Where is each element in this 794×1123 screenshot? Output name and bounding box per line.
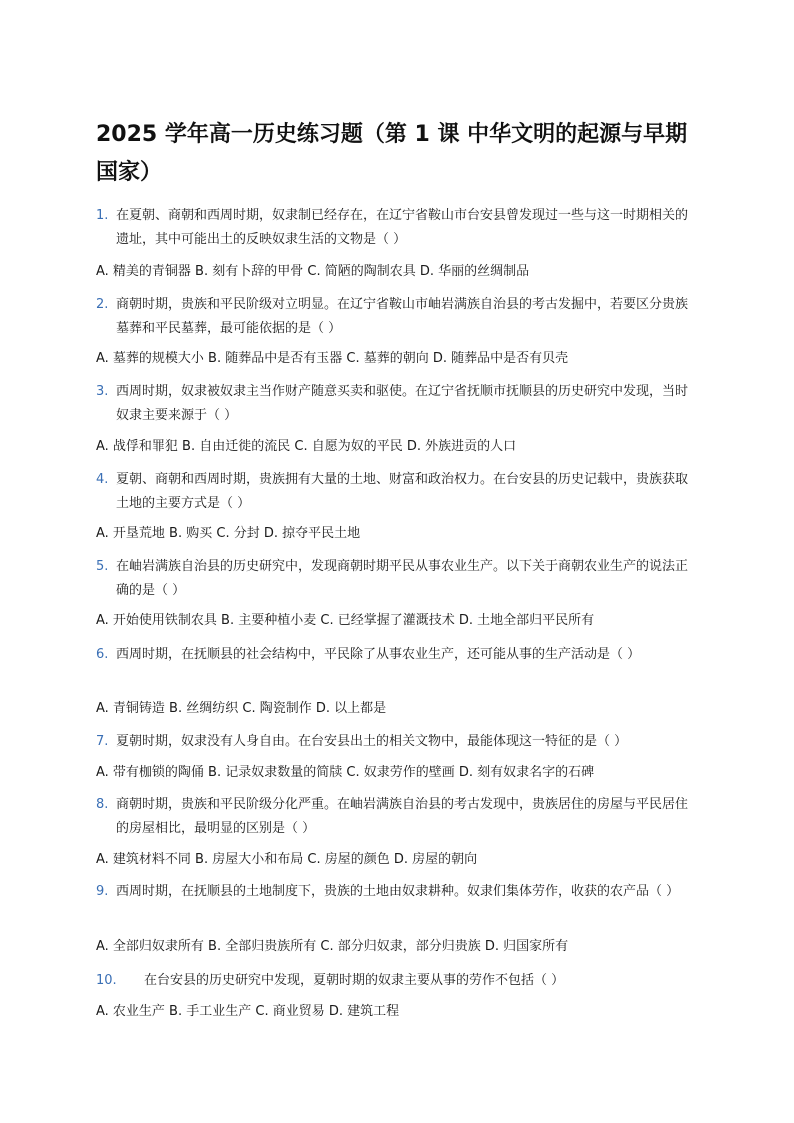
question-stem: 在台安县的历史研究中发现，夏朝时期的奴隶主要从事的劳作不包括（ ） xyxy=(144,973,565,988)
question-number: 3. xyxy=(96,384,109,399)
question-stem: 夏朝时期，奴隶没有人身自由。在台安县出土的相关文物中，最能体现这一特征的是（ ） xyxy=(116,734,628,749)
document-title: 2025 学年高一历史练习题（第 1 课 中华文明的起源与早期国家） xyxy=(96,122,688,185)
question-8 xyxy=(96,793,696,841)
question-3-options: A. 战俘和罪犯 B. 自由迁徙的流民 C. 自愿为奴的平民 D. 外族进贡的人口 xyxy=(96,439,517,454)
question-9-options: A. 全部归奴隶所有 B. 全部归贵族所有 C. 部分归奴隶，部分归贵族 D. 归国家所有 xyxy=(96,939,569,954)
question-2 xyxy=(96,293,696,341)
question-9 xyxy=(96,880,696,904)
question-number: 8. xyxy=(96,797,109,812)
question-1-options: A. 精美的青铜器 B. 刻有卜辞的甲骨 C. 简陋的陶制农具 D. 华丽的丝绸制品 xyxy=(96,264,530,279)
question-number: 2. xyxy=(96,297,109,312)
question-10 xyxy=(96,969,696,993)
question-number: 4. xyxy=(96,472,109,487)
question-10-options: A. 农业生产 B. 手工业生产 C. 商业贸易 D. 建筑工程 xyxy=(96,1004,400,1019)
question-number: 1. xyxy=(96,208,109,223)
question-stem: 夏朝、商朝和西周时期，贵族拥有大量的土地、财富和政治权力。在台安县的历史记载中，贵族获取土地的主要方式是（ ） xyxy=(116,472,689,511)
question-number: 6. xyxy=(96,647,109,662)
question-1 xyxy=(96,204,696,252)
question-stem: 西周时期，在抚顺县的土地制度下，贵族的土地由奴隶耕种。奴隶们集体劳作，收获的农产品（ ） xyxy=(116,884,680,899)
question-4 xyxy=(96,468,696,516)
question-3 xyxy=(96,380,696,428)
question-stem: 商朝时期，贵族和平民阶级分化严重。在岫岩满族自治县的考古发现中，贵族居住的房屋与平民居住的房屋相比，最明显的区别是（ ） xyxy=(116,797,689,836)
question-stem: 在夏朝、商朝和西周时期，奴隶制已经存在，在辽宁省鞍山市台安县曾发现过一些与这一时期相关的遗址，其中可能出土的反映奴隶生活的文物是（ ） xyxy=(116,208,689,247)
question-4-options: A. 开垦荒地 B. 购买 C. 分封 D. 掠夺平民土地 xyxy=(96,526,361,541)
question-7-options: A. 带有枷锁的陶俑 B. 记录奴隶数量的简牍 C. 奴隶劳作的壁画 D. 刻有奴隶名字的石碑 xyxy=(96,765,595,780)
question-stem: 西周时期，奴隶被奴隶主当作财产随意买卖和驱使。在辽宁省抚顺市抚顺县的历史研究中发现，当时奴隶主要来源于（ ） xyxy=(116,384,689,423)
question-number: 5. xyxy=(96,559,109,574)
question-6-options: A. 青铜铸造 B. 丝绸纺织 C. 陶瓷制作 D. 以上都是 xyxy=(96,701,387,716)
question-number: 9. xyxy=(96,884,109,899)
question-6 xyxy=(96,643,696,667)
question-number: 7. xyxy=(96,734,109,749)
question-number: 10. xyxy=(96,973,117,988)
question-5-options: A. 开始使用铁制农具 B. 主要种植小麦 C. 已经掌握了灌溉技术 D. 土地全部归平民所有 xyxy=(96,613,595,628)
question-stem: 在岫岩满族自治县的历史研究中，发现商朝时期平民从事农业生产。以下关于商朝农业生产的说法正确的是（ ） xyxy=(116,559,689,598)
question-stem: 西周时期，在抚顺县的社会结构中，平民除了从事农业生产，还可能从事的生产活动是（ ） xyxy=(116,647,641,662)
question-2-options: A. 墓葬的规模大小 B. 随葬品中是否有玉器 C. 墓葬的朝向 D. 随葬品中是否有贝壳 xyxy=(96,351,569,366)
question-5 xyxy=(96,555,696,603)
question-7 xyxy=(96,730,696,754)
question-stem: 商朝时期，贵族和平民阶级对立明显。在辽宁省鞍山市岫岩满族自治县的考古发掘中，若要区分贵族墓葬和平民墓葬，最可能依据的是（ ） xyxy=(116,297,689,336)
question-8-options: A. 建筑材料不同 B. 房屋大小和布局 C. 房屋的颜色 D. 房屋的朝向 xyxy=(96,852,478,867)
